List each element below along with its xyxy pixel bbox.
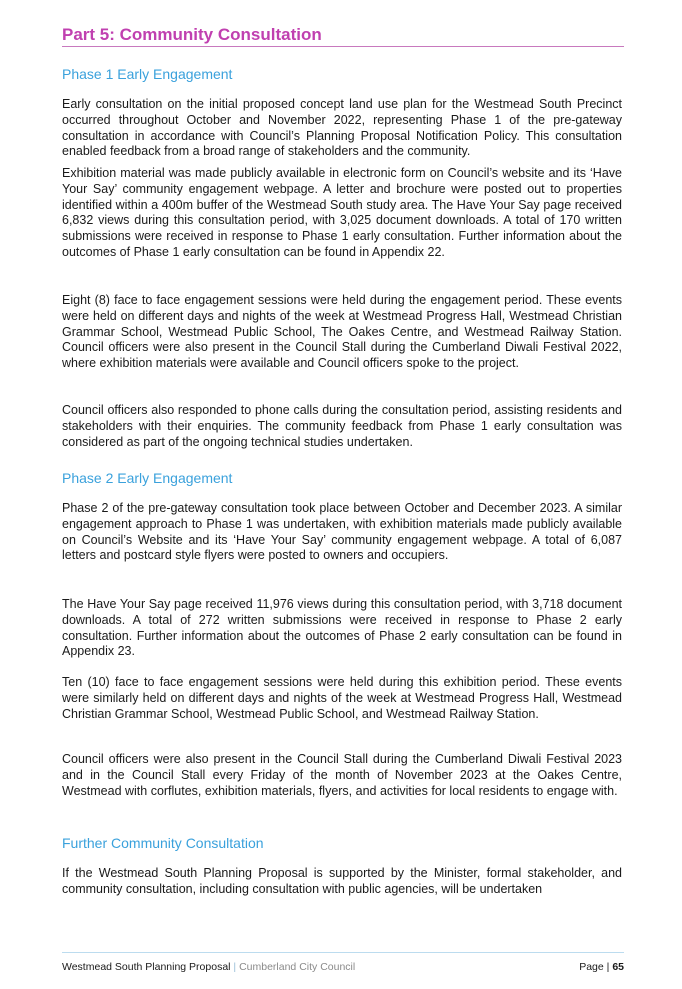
phase2-heading: Phase 2 Early Engagement xyxy=(62,470,233,486)
phase2-paragraph-4: Council officers were also present in the Council Stall during the Cumberland Diwali Festival 2023 and in the Council Stall every Friday of the month of November 2023 at the Oakes Centre, Westmead with corflutes, exhibition materials, flyers, and activities for local residents to engage with. xyxy=(62,752,622,798)
footer-page-number: 65 xyxy=(612,961,624,973)
further-consultation-heading: Further Community Consultation xyxy=(62,835,264,851)
footer-document-title: Westmead South Planning Proposal xyxy=(62,961,231,973)
phase2-paragraph-3: Ten (10) face to face engagement sessions were held during this exhibition period. These events were similarly held on different days and nights of the week at Westmead Progress Hall, Westmead Christian Grammar School, Westmead Public School, and Westmead Railway Station. xyxy=(62,675,622,721)
phase1-heading: Phase 1 Early Engagement xyxy=(62,66,233,82)
phase1-paragraph-2: Exhibition material was made publicly available in electronic form on Council’s website and its ‘Have Your Say’ community engagement webpage. A letter and brochure were posted out to properties identified within a 400m buffer of the Westmead South study area. The Have Your Say page received 6,832 views during this consultation period, with 3,025 document downloads. A total of 170 written submissions were received in response to Phase 1 early consultation. Further information about the outcomes of Phase 1 early consultation can be found in Appendix 22. xyxy=(62,166,622,259)
phase1-paragraph-1: Early consultation on the initial proposed concept land use plan for the Westmead South Precinct occurred throughout October and November 2022, representing Phase 1 of the pre-gateway consultation in accordance with Council’s Planning Proposal Notification Policy. This consultation enabled feedback from a broad range of stakeholders and the community. xyxy=(62,97,622,159)
phase2-paragraph-2: The Have Your Say page received 11,976 views during this consultation period, with 3,718 document downloads. A total of 272 written submissions were received in response to Phase 2 early consultation. Further information about the outcomes of Phase 2 early consultation can be found in Appendix 23. xyxy=(62,597,622,659)
footer-separator: | xyxy=(233,961,237,973)
footer-page-indicator xyxy=(579,961,624,973)
phase2-paragraph-1: Phase 2 of the pre-gateway consultation took place between October and December 2023. A similar engagement approach to Phase 1 was undertaken, with exhibition materials made publicly available on Council’s Website and its ‘Have Your Say’ community engagement webpage. A total of 6,087 letters and postcard style flyers were posted to owners and occupiers. xyxy=(62,501,622,563)
section-title-rule xyxy=(62,46,624,47)
further-consultation-paragraph-1: If the Westmead South Planning Proposal is supported by the Minister, formal stakeholder, and community consultation, including consultation with public agencies, will be undertaken xyxy=(62,866,622,896)
section-title: Part 5: Community Consultation xyxy=(62,25,322,44)
footer-rule xyxy=(62,952,624,953)
footer-organisation: Cumberland City Council xyxy=(239,961,356,973)
footer-page-label: Page | xyxy=(579,961,610,973)
phase1-paragraph-3: Eight (8) face to face engagement sessions were held during the engagement period. These events were held on different days and nights of the week at Westmead Progress Hall, Westmead Christian Grammar School, Westmead Public School, The Oakes Centre, and Westmead Railway Station. Council officers were also present in the Council Stall during the Cumberland Diwali Festival 2022, where exhibition materials were available and Council officers spoke to the project. xyxy=(62,293,622,371)
phase1-paragraph-4: Council officers also responded to phone calls during the consultation period, assisting residents and stakeholders with their enquiries. The community feedback from Phase 1 early consultation was considered as part of the ongoing technical studies undertaken. xyxy=(62,403,622,449)
footer-document-info xyxy=(62,961,355,973)
